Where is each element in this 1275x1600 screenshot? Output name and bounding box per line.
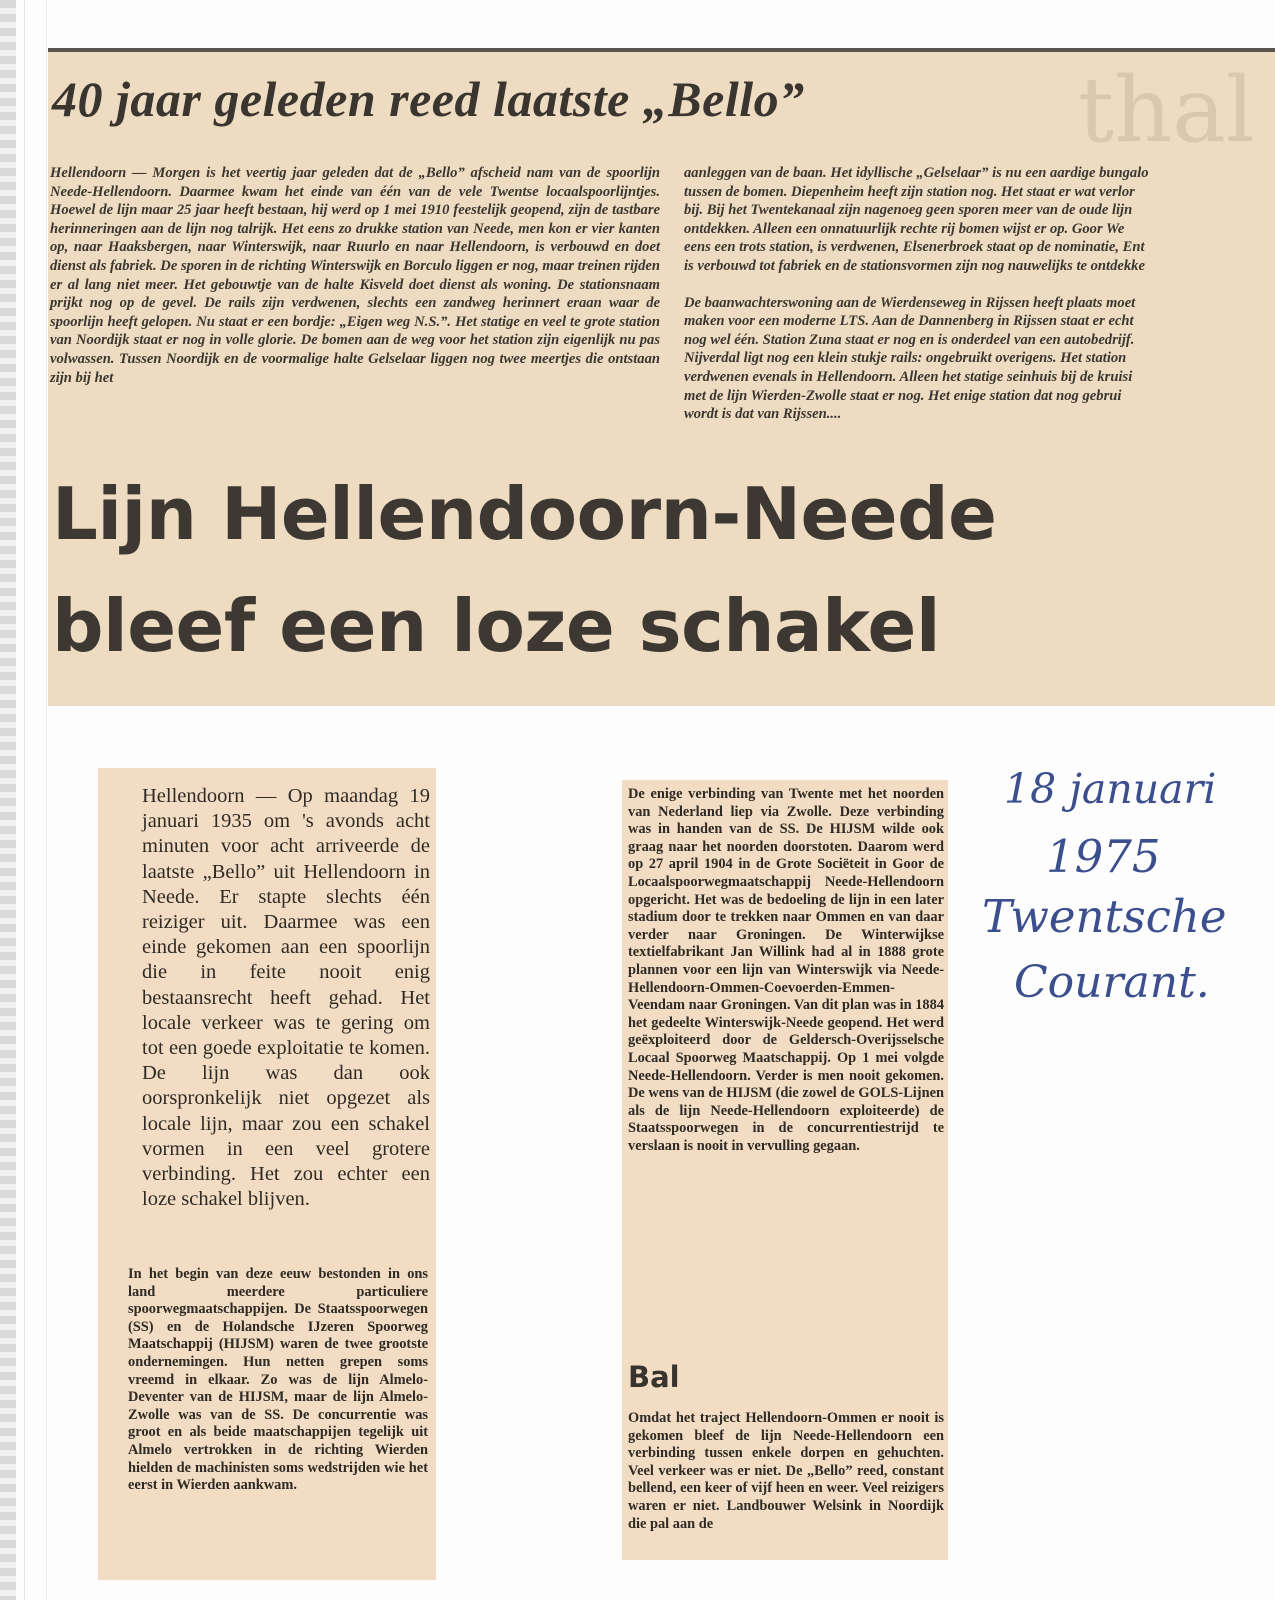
article-lead-paragraph: Hellendoorn — Op maandag 19 januari 1935 om 's avonds acht minuten voor acht arriveerde de laatste „Bello” uit Hellendoorn in Neede. Er stapte slechts één reiziger uit. Daarmee was een einde gekomen aan een spoorlijn die in feite nooit enig bestaansrecht heeft gehad. Het locale verkeer was te gering om tot een goede exploitatie te komen. De lijn was dan ook oorspronkelijk niet opgezet als locale lijn, maar zou een schakel vormen in een veel grotere verbinding. Het zou echter een loze schakel blijven.: [142, 785, 430, 1211]
top-column-right-line: ontdekken. Alleen een onnatuurlijk rechte rij bomen wijst er op. Goor We: [684, 220, 1125, 237]
left-article-clipping: [98, 768, 436, 1580]
article-body-paragraph: De enige verbinding van Twente met het noorden van Nederland liep via Zwolle. Deze verbinding was in handen van de SS. De HIJSM wilde ook graag naar het noorden doorstoten. Daarom werd op 27 april 1904 in de Grote Sociëteit in Goor de Locaalspoorwegmaatschappij Neede-Hellendoorn opgericht. Het was de bedoeling de lijn in een later stadium door te trekken naar Ommen en van daar verder naar Groningen. De Winterwijkse textielfabrikant Jan Willink had al in 1888 grote plannen voor een lijn van Winterswijk via Neede-Hellendoorn-Ommen-Coevoerden-Emmen-Veendam naar Groningen. Van dit plan was in 1884 het gedeelte Winterswijk-Neede geopend. Het werd geëxploiteerd door de Geldersch-Overijsselsche Locaal Spoorweg Maatschappij. Op 1 mei volgde Neede-Hellendoorn. Verder is men nooit gekomen. De wens van de HIJSM (die zowel de GOLS-Lijnen als de lijn Neede-Hellendoorn exploiteerde) de Staatsspoorwegen in de concurrentiestrijd te verslaan is nooit in vervulling gegaan.: [628, 786, 945, 1154]
handwritten-date: 18 januari: [1004, 765, 1217, 813]
top-column-left-text: Hellendoorn — Morgen is het veertig jaar geleden dat de „Bello” afscheid nam van de spoorlijn Neede-Hellendoorn. Daarmee kwam het einde van één van de vele Twentse locaalspoorlijntjes. Hoewel de lijn maar 25 jaar heeft bestaan, hij werd op 1 mei 1910 feestelijk geopend, zijn de tastbare herinneringen aan de lijn nog talrijk. Het eens zo drukke station van Neede, men kon er vier kanten op, naar Haaksbergen, naar Winterswijk, naar Ruurlo en naar Hellendoorn, is verbouwd en doet dienst als fabriek. De sporen in de richting Winterswijk en Borculo liggen er nog, maar treinen rijden er al lang niet meer. Het gebouwtje van de halte Kisveld doet dienst als woning. De stationsnaam prijkt nog op de gevel. De rails zijn verdwenen, slechts een zandweg herinnert eraan waar de spoorlijn heeft gelopen. Nu staat er een bordje: „Eigen weg N.S.”. Het statige en veel te grote station van Noordijk staat er nog in volle glorie. De bomen aan de weg voor het station zijn eigenlijk nu pas volwassen. Tussen Noordijk en de voormalige halte Gelselaar liggen nog twee meertjes die ontstaan zijn bij het: [50, 165, 660, 386]
top-column-right-line: maken voor een moderne LTS. Aan de Dannenberg in Rijssen staat er echt: [684, 313, 1134, 330]
main-headline-line-1: Lijn Hellendoorn-Neede: [52, 472, 997, 556]
top-column-right-line: bij. Bij het Twentekanaal zijn nagenoeg geen sporen meer van de oude lijn: [684, 202, 1133, 219]
top-column-right-line: nog wel één. Station Zuna staat er nog en is onderdeel van een autobedrijf.: [684, 331, 1135, 348]
top-column-right-line: tussen de bomen. Diepenheim heeft zijn station nog. Het staat er wat verlor: [684, 183, 1135, 200]
top-column-right-line: Nijverdal ligt nog een klein stukje rails: ongebruikt overigens. Het station: [684, 350, 1127, 367]
article-body-paragraph: In het begin van deze eeuw bestonden in ons land meerdere particuliere spoorwegmaatschappijen. De Staatsspoorwegen (SS) en de Holandsche IJzeren Spoorweg Maatschappij (HIJSM) waren de twee grootste ondernemingen. Hun netten grepen soms vreemd in elkaar. Zo was de lijn Almelo-Deventer van de HIJSM, maar de lijn Almelo-Zwolle was van de SS. De concurrentie was groot en als beide maatschappijen tegelijk uit Almelo vertrokken in de richting Wierden hielden de machinisten soms wedstrijden wie het eerst in Wierden aankwam.: [128, 1266, 428, 1494]
bleed-through-ghost: thal: [1078, 58, 1255, 163]
article-subheading: Bal: [628, 1360, 680, 1394]
top-column-right-line: met de lijn Wierden-Zwolle staat er nog. Het enige station dat nog gebrui: [684, 387, 1122, 404]
article-body-paragraph: Omdat het traject Hellendoorn-Ommen er nooit is gekomen bleef de lijn Neede-Hellendoorn een verbinding tussen enkele dorpen en gehuchten. Veel verkeer was er niet. De „Bello” reed, constant bellend, een keer of vijf heen en weer. Veel reizigers waren er niet. Landbouwer Welsink in Noordijk die pal aan de: [628, 1410, 944, 1532]
binder-margin-line: [46, 0, 47, 1600]
top-column-right: [684, 164, 1275, 424]
handwritten-newspaper-name: Twentsche: [982, 890, 1227, 943]
top-column-right-line: eens een trots station, is verdwenen, Elsenerbroek staat op de nominatie, Ent: [684, 239, 1145, 256]
top-column-right-line: De baanwachterswoning aan de Wierdenseweg in Rijssen heeft plaats moet: [684, 294, 1136, 311]
top-column-right-line: verdwenen evenals in Hellendoorn. Alleen het statige seinhuis bij de kruisi: [684, 368, 1133, 385]
top-column-right-line: wordt is dat van Rijssen....: [684, 406, 842, 423]
right-article-clipping: [622, 780, 948, 1560]
binder-margin-line: [24, 0, 25, 1600]
top-newspaper-clipping: [48, 48, 1275, 706]
main-headline-line-2: bleef een loze schakel: [52, 584, 941, 668]
top-column-right-line: aanleggen van de baan. Het idyllische „Gelselaar” is nu een aardige bungalo: [684, 165, 1149, 181]
clipping-top-rule: [48, 48, 1275, 52]
kicker-headline: 40 jaar geleden reed laatste „Bello”: [52, 71, 805, 127]
top-column-left: [50, 164, 660, 399]
handwritten-newspaper-name: Courant.: [1014, 957, 1210, 1008]
binder-strip: [0, 0, 16, 1600]
handwritten-year: 1975: [1046, 830, 1161, 883]
top-column-right-line: is verbouwd tot fabriek en de stationsvormen zijn nog nauwelijks te ontdekke: [684, 257, 1145, 274]
